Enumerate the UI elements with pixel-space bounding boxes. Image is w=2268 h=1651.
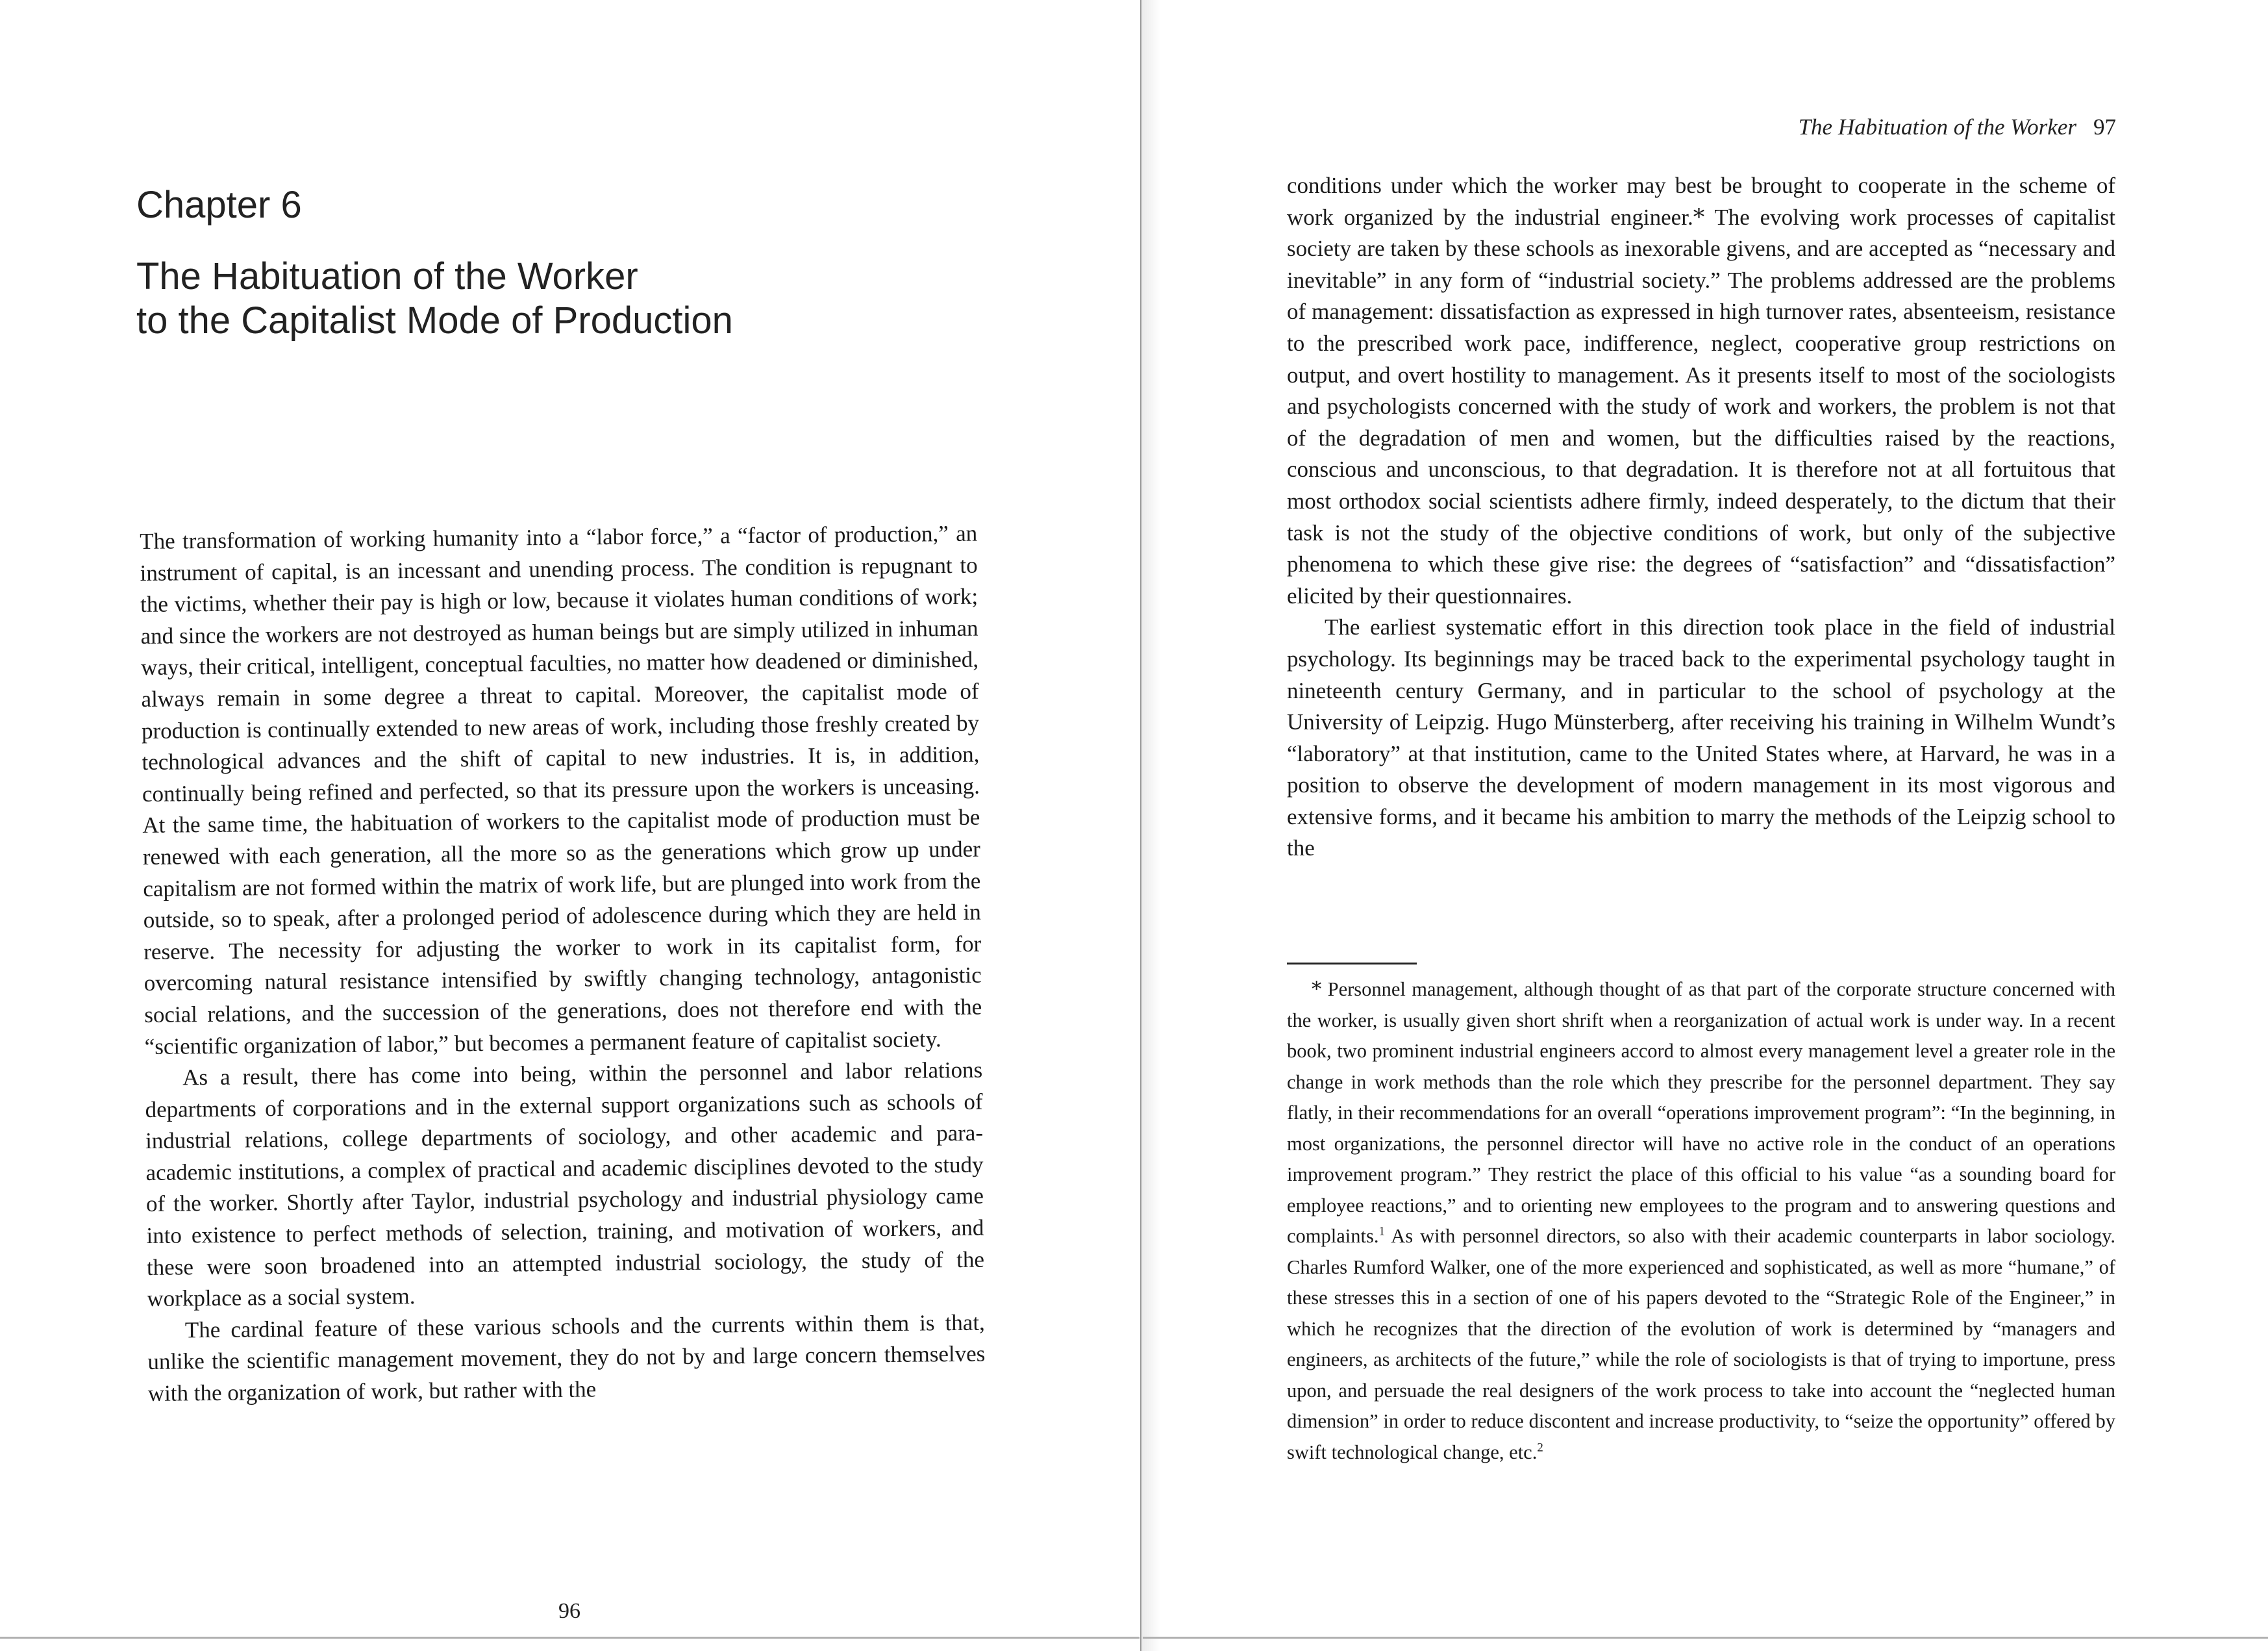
running-head-title: The Habituation of the Worker	[1798, 114, 2076, 140]
right-page-bottom-edge	[1143, 1637, 2268, 1639]
body-paragraph: As a result, there has come into being, within the personnel and labor relations departments of corporations and in the external support organizations such as schools of industrial relations, college departments of sociology, and other academic and para-academic institutions, a complex of practical and academic disciplines devoted to the study of the worker. Shortly after Taylor, industrial psychology and industrial physiology came into existence to perfect methods of selection, training, and motivation of workers, and these were soon broadened into an attempted industrial sociology, the study of the workplace as a social system.	[145, 1057, 985, 1312]
gutter-shadow	[1141, 0, 1161, 1651]
right-page-body	[1287, 170, 2115, 864]
footnote-reference: 1	[1378, 1224, 1385, 1239]
footnote-rule	[1287, 963, 1417, 964]
footnote-marker: *	[1312, 978, 1322, 1001]
body-paragraph: The earliest systematic effort in this direction took place in the field of industrial psychology. Its beginnings may be traced back to the experimental psychology taught in nineteenth century Germany, and in particular to the school of psychology at the University of Leipzig. Hugo Münsterberg, after receiving his training in Wilhelm Wundt’s “laboratory” at that institution, came to the United States where, at Harvard, he was in a position to observe the development of modern management in its most vigorous and extensive forms, and it became his ambition to marry the methods of the Leipzig school to the	[1287, 614, 2115, 861]
footnote-text: As with personnel directors, so also with their academic counterparts in labor sociology. Charles Rumford Walker, one of the more experienced and sophisticated, as well as more “humane,” of these stresses this in a section of one of his papers devoted to the “Strategic Role of the Engineer,” in which he recognizes that the direction of the evolution of work is determined by “managers and engineers, as architects of the future,” while the role of sociologists is that of trying to importune, press upon, and persuade the real designers of the work process to take into account the “neglected human dimension” in order to reduce discontent and increase productivity, to “seize the opportunity” offered by swift technological change, etc.	[1287, 1225, 2115, 1463]
paragraph-text: conditions under which the worker may best be brought to cooperate in the scheme of work organized by the industrial engineer.	[1287, 173, 2115, 230]
footnote-text: Personnel management, although thought of as that part of the corporate structure concerned with the worker, is usually given short shrift when a reorganization of actual work is under way. In a recent book, two prominent industrial engineers accord to almost every management level a greater role in the change in work methods than the role which they prescribe for the personnel department. They say flatly, in their recommendations for an overall “operations improvement program”: “In the beginning, in most organizations, the personnel director will have no active role in the conduct of an operations improvement program.” They restrict the place of this official to his value “as a sounding board for employee reactions,” and to orienting new employees to the program and to answering questions and complaints.	[1287, 978, 2115, 1247]
left-page-body	[140, 518, 986, 1410]
paragraph-text: The evolving work processes of capitalist society are taken by these schools as inexorable givens, and are accepted as “necessary and inevitable” in any form of “industrial society.” The problems addressed are the problems of management: dissatisfaction as expressed in high turnover rates, absenteeism, resistance to the prescribed work pace, indifference, neglect, cooperative group restrictions on output, and overt hostility to management. As it presents itself to most of the sociologists and psychologists concerned with the study of work and workers, the problem is not that of the degradation of men and women, but the difficulties raised by the reactions, conscious and unconscious, to that degradation. It is therefore not at all fortuitous that most orthodox social scientists adhere firmly, indeed desperately, to the dictum that their task is not the study of the objective conditions of work, but only of the subjective phenomena to which these give rise: the degrees of “satisfaction” and “dissatisfaction” elicited by their questionnaires.	[1287, 204, 2115, 609]
left-page-bottom-edge	[0, 1637, 1140, 1639]
footnote	[1287, 974, 2115, 1468]
body-paragraph: The cardinal feature of these various schools and the currents within them is that, unlike the scientific management movement, they do not by and large concern themselves with the organization of work, but rather with the	[147, 1309, 986, 1406]
chapter-title-line-1: The Habituation of the Worker	[136, 255, 638, 297]
footnote-paragraph	[1287, 974, 2115, 1468]
page-number-right: 97	[2093, 114, 2116, 140]
footnote-marker: *	[1693, 204, 1705, 231]
running-head	[1799, 114, 2116, 140]
chapter-title	[136, 255, 851, 343]
chapter-title-line-2: to the Capitalist Mode of Production	[136, 299, 733, 342]
footnote-reference: 2	[1537, 1441, 1543, 1455]
body-paragraph: The transformation of working humanity into a “labor force,” a “factor of production,” an instrument of capital, is an incessant and unending process. The condition is repugnant to the victims, whether their pay is high or low, because it violates human conditions of work; and since the workers are not destroyed as human beings but are simply utilized in inhuman ways, their critical, intelligent, conceptual faculties, no matter how deadened or diminished, always remain in some degree a threat to capital. Moreover, the capitalist mode of production is continually extended to new areas of work, including those freshly created by technological advances and the shift of capital to new industries. It is, in addition, continually being refined and perfected, so that its pressure upon the workers is unceasing. At the same time, the habituation of workers to the capitalist mode of production must be renewed with each generation, all the more so as the generations which grow up under capitalism are not formed within the matrix of work life, but are plunged into work from the outside, so to speak, after a prolonged period of adolescence during which they are held in reserve. The necessity for adjusting the worker to work in its capitalist form, for overcoming natural resistance intensified by swiftly changing technology, antagonistic social relations, and the succession of the generations, does not therefore end with the “scientific organization of labor,” but becomes a permanent feature of capitalist society.	[140, 520, 982, 1059]
page-number-left: 96	[558, 1599, 580, 1623]
chapter-label: Chapter 6	[136, 184, 302, 226]
body-paragraph	[1287, 170, 2115, 612]
